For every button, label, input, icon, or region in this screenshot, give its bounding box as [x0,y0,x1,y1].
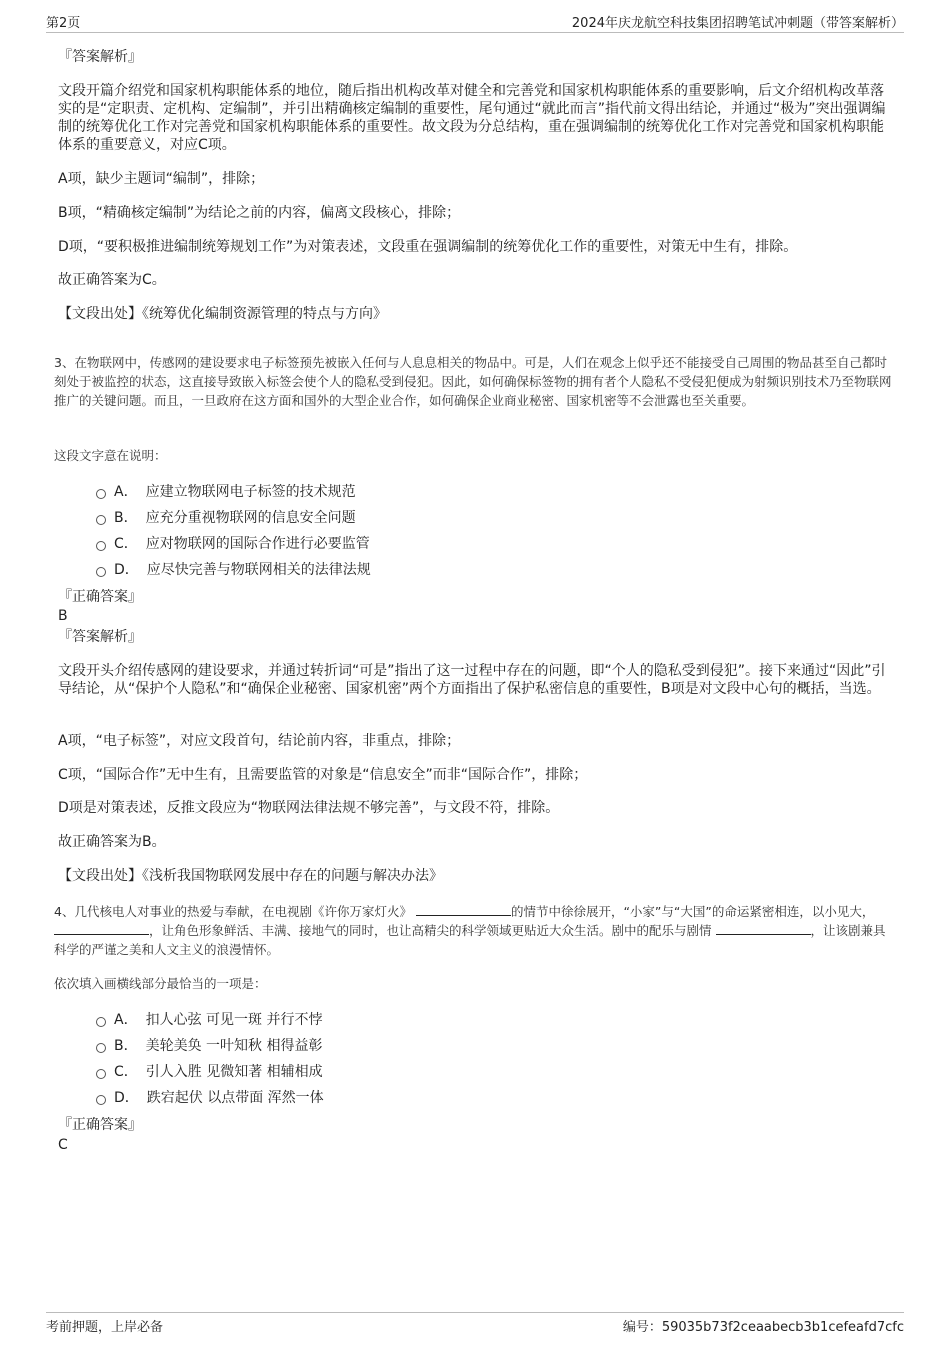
q4-stem: 4、几代核电人对事业的热爱与奉献，在电视剧《许你万家灯火》 的情节中徐徐展开，“小家”与“大国”的命运紧密相连，以小见大， ，让角色形象鲜活、丰满、接地气的同时，也让高精尖的科学领域更贴近大众生活。剧中的配乐与剧情 ，让该剧兼具科学的严谨之美和人文主义的浪漫情怀。 [54,904,886,957]
page-header [46,12,904,33]
q4-option-a[interactable]: A． 扣人心弦 可见一斑 并行不悖 [96,1011,322,1029]
page-number: 第2页 [46,16,81,31]
fill-blank-1[interactable] [416,903,511,916]
radio-icon[interactable] [96,541,106,551]
q3-option-b[interactable]: B． 应充分重视物联网的信息安全问题 [96,509,356,527]
q2-source: 【文段出处】《统筹优化编制资源管理的特点与方向》 [58,306,387,322]
radio-icon[interactable] [96,1043,106,1053]
fill-blank-3[interactable] [716,922,811,935]
q3-option-a-note: A项，“电子标签”，对应文段首句，结论前内容，非重点，排除； [58,733,461,749]
q3-prompt: 这段文字意在说明： [54,448,167,463]
q3-answer: B [58,608,68,624]
radio-icon[interactable] [96,567,106,577]
document-id: 编号：59035b73f2ceaabecb3b1cefeafd7cfc [622,1320,904,1335]
q3-conclusion: 故正确答案为B。 [58,834,166,850]
q4-answer: C [58,1137,68,1153]
q4-option-d[interactable]: D． 跌宕起伏 以点带面 浑然一体 [96,1089,324,1107]
page-footer [46,1312,904,1335]
q3-option-c-note: C项，“国际合作”无中生有，且需要监管的对象是“信息安全”而非“国际合作”，排除； [58,767,588,783]
q3-option-a[interactable]: A． 应建立物联网电子标签的技术规范 [96,483,356,501]
document-title: 2024年庆龙航空科技集团招聘笔试冲刺题（带答案解析） [571,16,904,31]
q3-source: 【文段出处】《浅析我国物联网发展中存在的问题与解决办法》 [58,868,443,884]
q2-analysis-label: 『答案解析』 [58,49,142,65]
radio-icon[interactable] [96,489,106,499]
q4-option-c[interactable]: C． 引人入胜 见微知著 相辅相成 [96,1063,323,1081]
q3-stem: 3、在物联网中，传感网的建设要求电子标签预先被嵌入任何与人息息相关的物品中。可是，人们在观念上似乎还不能接受自己周围的物品甚至自己都时刻处于被监控的状态，这直接导致嵌入标签会使个人的隐私受到侵犯。因此，如何确保标签物的拥有者个人隐私不受侵犯便成为射频识别技术乃至物联网推广的关键问题。而且，一旦政府在这方面和国外的大型企业合作，如何确保企业商业秘密、国家机密等不会泄露也至关重要。 [54,355,892,408]
q3-analysis-text: 文段开头介绍传感网的建设要求，并通过转折词“可是”指出了这一过程中存在的问题，即“个人的隐私受到侵犯”。接下来通过“因此”引导结论，从“保护个人隐私”和“确保企业秘密、国家机密”两个方面指出了保护私密信息的重要性，B项是对文段中心句的概括，当选。 [58,663,886,697]
q3-option-d-note: D项是对策表述，反推文段应为“物联网法律法规不够完善”，与文段不符，排除。 [58,800,560,816]
q4-option-b[interactable]: B． 美轮美奂 一叶知秋 相得益彰 [96,1037,323,1055]
radio-icon[interactable] [96,1095,106,1105]
q4-prompt: 依次填入画横线部分最恰当的一项是： [54,976,267,991]
radio-icon[interactable] [96,515,106,525]
radio-icon[interactable] [96,1017,106,1027]
q2-option-b-note: B项，“精确核定编制”为结论之前的内容，偏离文段核心，排除； [58,205,461,221]
q2-option-d-note: D项，“要积极推进编制统筹规划工作”为对策表述，文段重在强调编制的统筹优化工作的重要性，对策无中生有，排除。 [58,239,798,255]
q2-conclusion: 故正确答案为C。 [58,272,166,288]
q2-analysis-text: 文段开篇介绍党和国家机构职能体系的地位，随后指出机构改革对健全和完善党和国家机构职能体系的重要影响，后文介绍机构改革落实的是“定职责、定机构、定编制”，并引出精确核定编制的重要性，尾句通过“就此而言”指代前文得出结论，并通过“极为”突出强调编制的统筹优化工作对完善党和国家机构职能体系的重要性。故文段为分总结构，重在强调编制的统筹优化工作对完善党和国家机构职能体系的重要意义，对应C项。 [58,83,886,153]
q2-option-a-note: A项，缺少主题词“编制”，排除； [58,171,265,187]
q3-option-d[interactable]: D． 应尽快完善与物联网相关的法律法规 [96,561,371,579]
radio-icon[interactable] [96,1069,106,1079]
q4-answer-label: 『正确答案』 [58,1117,142,1133]
q3-analysis-label: 『答案解析』 [58,629,142,645]
footer-slogan: 考前押题，上岸必备 [46,1320,164,1335]
q3-answer-label: 『正确答案』 [58,589,142,605]
fill-blank-2[interactable] [54,922,149,935]
q3-option-c[interactable]: C． 应对物联网的国际合作进行必要监管 [96,535,370,553]
